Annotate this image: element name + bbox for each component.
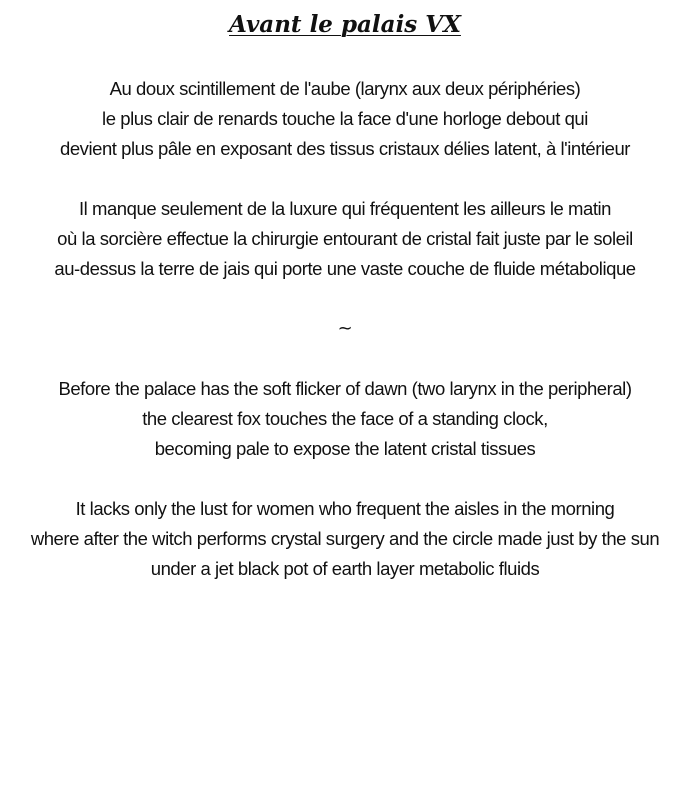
section-separator: ~: [337, 318, 353, 339]
french-stanza-2: [0, 194, 690, 284]
poem-line: le plus clair de renards touche la face d'une horloge debout qui: [102, 108, 588, 129]
poem-line: the clearest fox touches the face of a standing clock,: [142, 408, 548, 429]
poem-line: Il manque seulement de la luxure qui fréquentent les ailleurs le matin: [78, 198, 612, 219]
french-stanza-1: [0, 74, 690, 164]
poem-line: devient plus pâle en exposant des tissus cristaux délies latent, à l'intérieur: [59, 138, 631, 159]
poem-line: où la sorcière effectue la chirurgie entourant de cristal fait juste par le soleil: [57, 228, 633, 249]
english-stanza-2: [0, 494, 690, 584]
poem-line: under a jet black pot of earth layer metabolic fluids: [150, 558, 540, 579]
poem-line: Au doux scintillement de l'aube (larynx aux deux périphéries): [109, 78, 581, 99]
poem-body: [0, 74, 690, 614]
poem-line: Before the palace has the soft flicker of dawn (two larynx in the peripheral): [58, 378, 632, 399]
english-stanza-1: [0, 374, 690, 464]
poem-line: where after the witch performs crystal surgery and the circle made just by the sun: [30, 528, 660, 549]
poem-line: It lacks only the lust for women who frequent the aisles in the morning: [75, 498, 615, 519]
poem-line: becoming pale to expose the latent cristal tissues: [154, 438, 536, 459]
poem-line: au-dessus la terre de jais qui porte une vaste couche de fluide métabolique: [54, 258, 636, 279]
poem-title: Avant le palais VX: [229, 11, 461, 38]
